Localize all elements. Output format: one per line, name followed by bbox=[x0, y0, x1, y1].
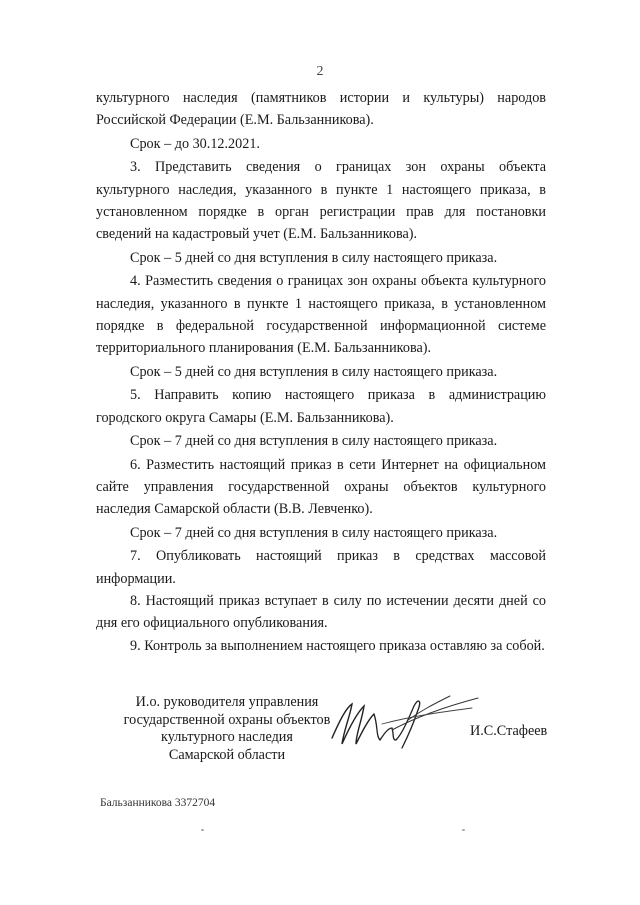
signatory-position-line: Самарской области bbox=[168, 746, 286, 763]
deadline-line: Срок – 5 дней со дня вступления в силу настоящего приказа. bbox=[130, 249, 498, 266]
signer-name: И.С.Стафеев bbox=[470, 723, 548, 739]
deadline-line: Срок – 7 дней со дня вступления в силу настоящего приказа. bbox=[130, 433, 498, 450]
order-item-8: 8. Настоящий приказ вступает в силу по истечении десяти дней со дня его официального опубликования. bbox=[96, 592, 546, 632]
signatory-position-line: И.о. руководителя управления bbox=[135, 694, 319, 710]
handwritten-signature bbox=[322, 690, 482, 760]
order-item-9: 9. Контроль за выполнением настоящего приказа оставляю за собой. bbox=[130, 637, 545, 654]
order-item-4: 4. Разместить сведения о границах зон охраны объекта культурного наследия, указанного в пункте 1 настоящего приказа, в установленном порядке в федеральной государственной информационной системе территориального планирования (Е.М. Бальзанникова). bbox=[96, 273, 546, 357]
paragraph-continuation: культурного наследия (памятников истории и культуры) народов Российской Федерации (Е.М. Бальзанникова). bbox=[96, 90, 546, 129]
order-item-3: 3. Представить сведения о границах зон охраны объекта культурного наследия, указанного в пункте 1 настоящего приказа, в установленном порядке в орган регистрации прав для постановки сведений на кадастровый учет (Е.М. Бальзанникова). bbox=[96, 159, 546, 243]
signatory-position-line: государственной охраны объектов bbox=[123, 711, 331, 728]
order-item-6: 6. Разместить настоящий приказ в сети Интернет на официальном сайте управления государственной охраны объектов культурного наследия Самарской области (В.В. Левченко). bbox=[96, 456, 546, 518]
deadline-line: Срок – 7 дней со дня вступления в силу настоящего приказа. bbox=[130, 524, 498, 541]
deadline-line: Срок – 5 дней со дня вступления в силу настоящего приказа. bbox=[130, 363, 498, 380]
executor-footer: Бальзанникова 3372704 bbox=[100, 797, 216, 809]
order-body bbox=[96, 87, 546, 657]
deadline-line: Срок – до 30.12.2021. bbox=[130, 135, 260, 152]
order-item-5: 5. Направить копию настоящего приказа в администрацию городского округа Самары (Е.М. Бальзанникова). bbox=[96, 387, 546, 426]
page-number: 2 bbox=[316, 64, 324, 79]
signatory-position bbox=[112, 694, 342, 764]
scan-speck bbox=[462, 829, 465, 831]
signatory-position-line: культурного наследия bbox=[161, 729, 293, 745]
scan-speck bbox=[201, 829, 204, 831]
order-item-7: 7. Опубликовать настоящий приказ в средствах массовой информации. bbox=[96, 548, 546, 587]
